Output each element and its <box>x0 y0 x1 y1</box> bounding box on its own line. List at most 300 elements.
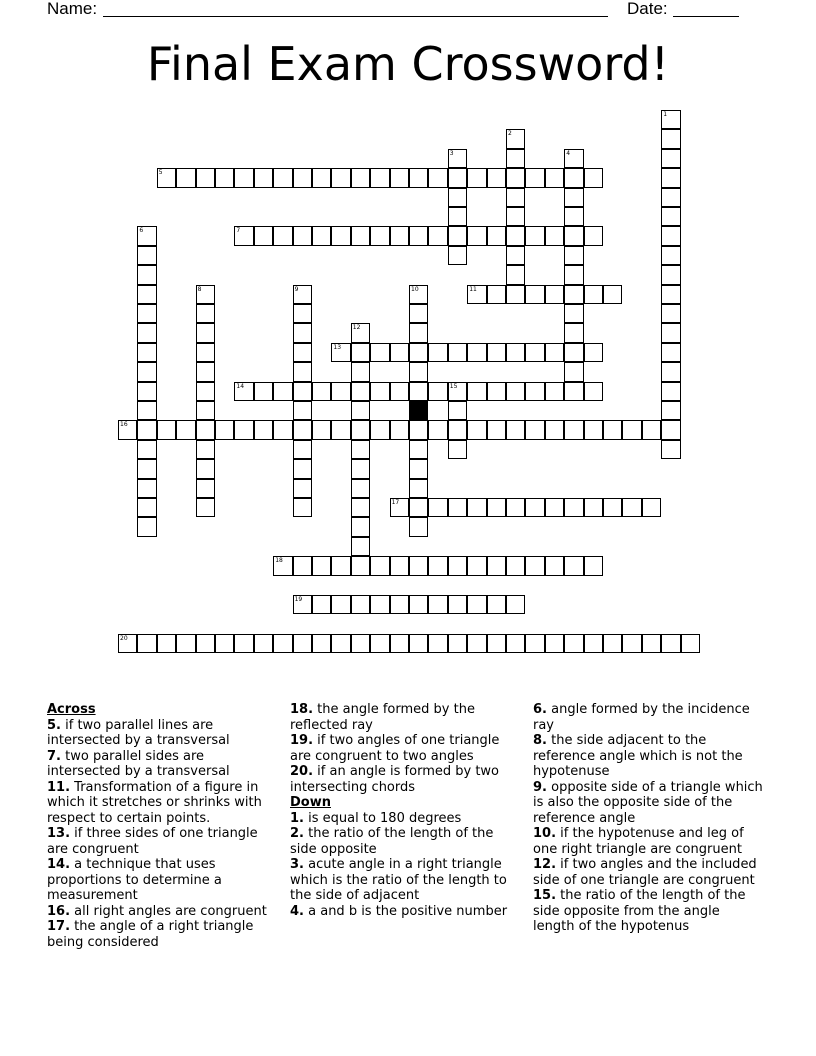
grid-cell[interactable] <box>137 343 156 362</box>
grid-cell[interactable] <box>448 595 467 614</box>
grid-cell[interactable] <box>176 168 195 187</box>
grid-cell[interactable] <box>234 226 253 245</box>
grid-cell[interactable] <box>390 168 409 187</box>
grid-cell[interactable] <box>137 226 156 245</box>
grid-cell[interactable] <box>137 265 156 284</box>
grid-cell[interactable] <box>564 634 583 653</box>
grid-cell[interactable] <box>409 556 428 575</box>
grid-cell[interactable] <box>118 634 137 653</box>
grid-cell[interactable] <box>661 382 680 401</box>
grid-cell[interactable] <box>622 634 641 653</box>
grid-cell[interactable] <box>293 362 312 381</box>
grid-cell[interactable] <box>603 498 622 517</box>
grid-cell[interactable] <box>409 517 428 536</box>
grid-cell[interactable] <box>254 168 273 187</box>
grid-cell[interactable] <box>603 634 622 653</box>
grid-cell[interactable] <box>564 149 583 168</box>
grid-cell[interactable] <box>312 595 331 614</box>
date-label: Date: <box>627 0 668 18</box>
grid-cell[interactable] <box>506 129 525 148</box>
grid-cell[interactable] <box>351 323 370 342</box>
grid-cell[interactable] <box>448 556 467 575</box>
grid-cell[interactable] <box>448 498 467 517</box>
grid-cell[interactable] <box>603 285 622 304</box>
clue-item <box>290 764 522 795</box>
grid-cell[interactable] <box>428 634 447 653</box>
grid-cell[interactable] <box>487 168 506 187</box>
grid-cell[interactable] <box>137 634 156 653</box>
grid-cell[interactable] <box>448 634 467 653</box>
grid-cell[interactable] <box>525 634 544 653</box>
grid-cell[interactable] <box>331 420 350 439</box>
grid-cell[interactable] <box>234 168 253 187</box>
grid-cell[interactable] <box>370 634 389 653</box>
grid-cell[interactable] <box>487 498 506 517</box>
grid-cell[interactable] <box>196 440 215 459</box>
grid-cell[interactable] <box>254 226 273 245</box>
grid-cell[interactable] <box>564 265 583 284</box>
grid-cell[interactable] <box>409 420 428 439</box>
grid-cell[interactable] <box>409 440 428 459</box>
grid-cell[interactable] <box>448 207 467 226</box>
grid-cell[interactable] <box>428 420 447 439</box>
grid-cell[interactable] <box>137 459 156 478</box>
grid-cell[interactable] <box>564 420 583 439</box>
grid-cell[interactable] <box>390 498 409 517</box>
grid-cell[interactable] <box>661 265 680 284</box>
grid-cell[interactable] <box>467 498 486 517</box>
grid-cell[interactable] <box>351 517 370 536</box>
grid-cell[interactable] <box>448 149 467 168</box>
grid-cell[interactable] <box>176 634 195 653</box>
grid-cell[interactable] <box>370 168 389 187</box>
grid-cell[interactable] <box>409 498 428 517</box>
grid-cell[interactable] <box>409 343 428 362</box>
clue-item-number: 4. <box>290 903 304 919</box>
grid-cell[interactable] <box>196 498 215 517</box>
grid-cell[interactable] <box>487 595 506 614</box>
grid-cell[interactable] <box>661 343 680 362</box>
grid-cell[interactable] <box>370 343 389 362</box>
grid-cell[interactable] <box>506 265 525 284</box>
grid-cell[interactable] <box>506 498 525 517</box>
grid-cell[interactable] <box>661 207 680 226</box>
grid-cell[interactable] <box>293 498 312 517</box>
grid-cell[interactable] <box>118 420 137 439</box>
grid-cell[interactable] <box>506 168 525 187</box>
grid-cell[interactable] <box>234 634 253 653</box>
grid-cell[interactable] <box>584 226 603 245</box>
grid-cell[interactable] <box>564 343 583 362</box>
grid-cell[interactable] <box>448 246 467 265</box>
grid-cell[interactable] <box>661 440 680 459</box>
grid-cell[interactable] <box>506 188 525 207</box>
grid-cell[interactable] <box>525 556 544 575</box>
clue-number: 17 <box>391 499 400 506</box>
grid-cell[interactable] <box>506 382 525 401</box>
grid-cell[interactable] <box>196 323 215 342</box>
grid-cell[interactable] <box>312 168 331 187</box>
grid-cell[interactable] <box>312 226 331 245</box>
grid-cell[interactable] <box>661 323 680 342</box>
grid-cell[interactable] <box>137 362 156 381</box>
grid-cell[interactable] <box>351 634 370 653</box>
grid-cell[interactable] <box>525 168 544 187</box>
grid-cell[interactable] <box>273 168 292 187</box>
grid-cell[interactable] <box>506 420 525 439</box>
clue-item <box>47 718 279 749</box>
grid-cell[interactable] <box>545 343 564 362</box>
grid-cell[interactable] <box>331 382 350 401</box>
grid-cell[interactable] <box>467 285 486 304</box>
grid-cell[interactable] <box>564 188 583 207</box>
grid-cell[interactable] <box>506 246 525 265</box>
grid-cell[interactable] <box>506 149 525 168</box>
grid-cell[interactable] <box>525 226 544 245</box>
grid-cell[interactable] <box>487 420 506 439</box>
grid-cell[interactable] <box>584 556 603 575</box>
grid-cell[interactable] <box>545 556 564 575</box>
grid-cell[interactable] <box>661 110 680 129</box>
grid-cell[interactable] <box>661 168 680 187</box>
grid-cell[interactable] <box>448 168 467 187</box>
grid-cell[interactable] <box>428 168 447 187</box>
grid-cell[interactable] <box>661 226 680 245</box>
grid-cell[interactable] <box>370 226 389 245</box>
grid-cell[interactable] <box>467 226 486 245</box>
grid-cell[interactable] <box>506 343 525 362</box>
grid-cell[interactable] <box>661 420 680 439</box>
grid-cell[interactable] <box>370 420 389 439</box>
grid-cell[interactable] <box>293 634 312 653</box>
grid-cell[interactable] <box>390 634 409 653</box>
grid-cell[interactable] <box>545 498 564 517</box>
grid-cell[interactable] <box>137 382 156 401</box>
grid-cell[interactable] <box>351 440 370 459</box>
grid-cell[interactable] <box>584 168 603 187</box>
grid-cell[interactable] <box>428 343 447 362</box>
grid-cell[interactable] <box>506 595 525 614</box>
grid-cell[interactable] <box>293 440 312 459</box>
grid-cell[interactable] <box>448 401 467 420</box>
grid-cell[interactable] <box>370 595 389 614</box>
grid-cell[interactable] <box>448 343 467 362</box>
grid-cell[interactable] <box>428 595 447 614</box>
grid-cell[interactable] <box>196 420 215 439</box>
grid-cell[interactable] <box>564 207 583 226</box>
grid-cell[interactable] <box>487 285 506 304</box>
grid-cell[interactable] <box>564 362 583 381</box>
grid-cell[interactable] <box>273 226 292 245</box>
grid-cell[interactable] <box>661 304 680 323</box>
grid-cell[interactable] <box>293 595 312 614</box>
grid-cell[interactable] <box>661 246 680 265</box>
grid-cell[interactable] <box>428 498 447 517</box>
black-cell <box>409 401 428 420</box>
grid-cell[interactable] <box>603 420 622 439</box>
grid-cell[interactable] <box>409 459 428 478</box>
grid-cell[interactable] <box>467 634 486 653</box>
grid-cell[interactable] <box>293 226 312 245</box>
grid-cell[interactable] <box>215 634 234 653</box>
grid-cell[interactable] <box>273 420 292 439</box>
grid-cell[interactable] <box>622 498 641 517</box>
grid-cell[interactable] <box>351 401 370 420</box>
grid-cell[interactable] <box>312 634 331 653</box>
grid-cell[interactable] <box>409 634 428 653</box>
grid-cell[interactable] <box>409 323 428 342</box>
grid-cell[interactable] <box>448 188 467 207</box>
grid-cell[interactable] <box>370 556 389 575</box>
grid-cell[interactable] <box>331 595 350 614</box>
grid-cell[interactable] <box>448 382 467 401</box>
clue-number: 7 <box>236 227 241 235</box>
grid-cell[interactable] <box>351 537 370 556</box>
grid-cell[interactable] <box>351 226 370 245</box>
grid-cell[interactable] <box>661 362 680 381</box>
grid-cell[interactable] <box>254 420 273 439</box>
grid-cell[interactable] <box>545 382 564 401</box>
grid-cell[interactable] <box>564 226 583 245</box>
grid-cell[interactable] <box>409 479 428 498</box>
grid-cell[interactable] <box>409 362 428 381</box>
grid-cell[interactable] <box>196 343 215 362</box>
grid-cell[interactable] <box>293 401 312 420</box>
clue-item-text: acute angle in a right triangle which is the ratio of the length to the side of adjacent <box>290 857 507 903</box>
grid-cell[interactable] <box>196 304 215 323</box>
grid-cell[interactable] <box>467 556 486 575</box>
grid-cell[interactable] <box>467 382 486 401</box>
grid-cell[interactable] <box>273 382 292 401</box>
grid-cell[interactable] <box>390 420 409 439</box>
grid-cell[interactable] <box>137 401 156 420</box>
grid-cell[interactable] <box>331 226 350 245</box>
grid-cell[interactable] <box>331 343 350 362</box>
grid-cell[interactable] <box>196 382 215 401</box>
grid-cell[interactable] <box>293 556 312 575</box>
grid-cell[interactable] <box>564 556 583 575</box>
grid-cell[interactable] <box>506 226 525 245</box>
grid-cell[interactable] <box>564 246 583 265</box>
grid-cell[interactable] <box>661 634 680 653</box>
grid-cell[interactable] <box>331 168 350 187</box>
grid-cell[interactable] <box>409 226 428 245</box>
grid-cell[interactable] <box>157 634 176 653</box>
grid-cell[interactable] <box>642 498 661 517</box>
grid-cell[interactable] <box>234 382 253 401</box>
grid-cell[interactable] <box>293 323 312 342</box>
grid-cell[interactable] <box>351 343 370 362</box>
grid-cell[interactable] <box>215 420 234 439</box>
grid-cell[interactable] <box>196 634 215 653</box>
clue-item-text: the angle formed by the reflected ray <box>290 702 475 733</box>
grid-cell[interactable] <box>351 382 370 401</box>
grid-cell[interactable] <box>351 595 370 614</box>
grid-cell[interactable] <box>273 634 292 653</box>
grid-cell[interactable] <box>137 304 156 323</box>
grid-cell[interactable] <box>157 420 176 439</box>
grid-cell[interactable] <box>390 343 409 362</box>
grid-cell[interactable] <box>564 168 583 187</box>
grid-cell[interactable] <box>293 420 312 439</box>
grid-cell[interactable] <box>525 382 544 401</box>
grid-cell[interactable] <box>312 382 331 401</box>
clue-item-number: 8. <box>533 733 547 748</box>
grid-cell[interactable] <box>506 634 525 653</box>
grid-cell[interactable] <box>137 517 156 536</box>
grid-cell[interactable] <box>661 401 680 420</box>
grid-cell[interactable] <box>196 168 215 187</box>
grid-cell[interactable] <box>545 168 564 187</box>
clue-item-number: 16. <box>47 903 71 919</box>
grid-cell[interactable] <box>215 168 234 187</box>
grid-cell[interactable] <box>448 420 467 439</box>
grid-cell[interactable] <box>584 634 603 653</box>
grid-cell[interactable] <box>622 420 641 439</box>
grid-cell[interactable] <box>196 401 215 420</box>
grid-cell[interactable] <box>545 285 564 304</box>
grid-cell[interactable] <box>196 479 215 498</box>
grid-cell[interactable] <box>137 440 156 459</box>
clue-item <box>47 826 279 857</box>
grid-cell[interactable] <box>312 556 331 575</box>
grid-cell[interactable] <box>312 420 331 439</box>
grid-cell[interactable] <box>331 556 350 575</box>
grid-cell[interactable] <box>584 343 603 362</box>
grid-cell[interactable] <box>409 382 428 401</box>
grid-cell[interactable] <box>428 226 447 245</box>
grid-cell[interactable] <box>293 343 312 362</box>
grid-cell[interactable] <box>254 634 273 653</box>
grid-cell[interactable] <box>506 556 525 575</box>
grid-cell[interactable] <box>176 420 195 439</box>
grid-cell[interactable] <box>331 634 350 653</box>
grid-cell[interactable] <box>642 420 661 439</box>
grid-cell[interactable] <box>564 498 583 517</box>
grid-cell[interactable] <box>293 479 312 498</box>
grid-cell[interactable] <box>584 285 603 304</box>
grid-cell[interactable] <box>525 285 544 304</box>
grid-cell[interactable] <box>351 498 370 517</box>
grid-cell[interactable] <box>157 168 176 187</box>
clue-number: 3 <box>449 149 454 157</box>
grid-cell[interactable] <box>137 246 156 265</box>
clue-number: 12 <box>352 324 361 332</box>
grid-cell[interactable] <box>137 498 156 517</box>
grid-cell[interactable] <box>564 285 583 304</box>
grid-cell[interactable] <box>351 362 370 381</box>
grid-cell[interactable] <box>196 459 215 478</box>
grid-cell[interactable] <box>390 595 409 614</box>
grid-cell[interactable] <box>564 382 583 401</box>
grid-cell[interactable] <box>487 382 506 401</box>
grid-cell[interactable] <box>467 343 486 362</box>
clue-number: 2 <box>508 130 512 138</box>
grid-cell[interactable] <box>428 382 447 401</box>
grid-cell[interactable] <box>525 343 544 362</box>
grid-cell[interactable] <box>293 304 312 323</box>
grid-cell[interactable] <box>487 343 506 362</box>
grid-cell[interactable] <box>293 382 312 401</box>
grid-cell[interactable] <box>409 304 428 323</box>
grid-cell[interactable] <box>681 634 700 653</box>
grid-cell[interactable] <box>564 323 583 342</box>
grid-cell[interactable] <box>390 556 409 575</box>
grid-cell[interactable] <box>487 634 506 653</box>
grid-cell[interactable] <box>254 382 273 401</box>
grid-cell[interactable] <box>448 440 467 459</box>
clue-number: 16 <box>120 421 128 429</box>
grid-cell[interactable] <box>467 168 486 187</box>
grid-cell[interactable] <box>487 226 506 245</box>
clue-item-number: 12. <box>533 857 557 872</box>
grid-cell[interactable] <box>137 285 156 304</box>
grid-cell[interactable] <box>487 556 506 575</box>
grid-cell[interactable] <box>293 459 312 478</box>
grid-cell[interactable] <box>584 498 603 517</box>
grid-cell[interactable] <box>661 285 680 304</box>
grid-cell[interactable] <box>351 420 370 439</box>
grid-cell[interactable] <box>545 226 564 245</box>
grid-cell[interactable] <box>428 556 447 575</box>
grid-cell[interactable] <box>584 420 603 439</box>
grid-cell[interactable] <box>351 459 370 478</box>
grid-cell[interactable] <box>390 382 409 401</box>
grid-cell[interactable] <box>545 420 564 439</box>
grid-cell[interactable] <box>467 420 486 439</box>
grid-cell[interactable] <box>545 634 564 653</box>
grid-cell[interactable] <box>661 188 680 207</box>
grid-cell[interactable] <box>525 498 544 517</box>
grid-cell[interactable] <box>448 226 467 245</box>
grid-cell[interactable] <box>351 168 370 187</box>
grid-cell[interactable] <box>293 168 312 187</box>
grid-cell[interactable] <box>409 285 428 304</box>
grid-cell[interactable] <box>351 479 370 498</box>
grid-cell[interactable] <box>409 168 428 187</box>
grid-cell[interactable] <box>137 479 156 498</box>
grid-cell[interactable] <box>409 595 428 614</box>
clue-number: 14 <box>236 382 245 390</box>
grid-cell[interactable] <box>390 226 409 245</box>
grid-cell[interactable] <box>196 285 215 304</box>
clue-item <box>533 826 765 857</box>
clue-number: 15 <box>449 382 458 390</box>
grid-cell[interactable] <box>564 304 583 323</box>
clue-number: 1 <box>663 111 668 118</box>
grid-cell[interactable] <box>506 207 525 226</box>
clue-item <box>533 733 765 780</box>
grid-cell[interactable] <box>525 420 544 439</box>
grid-cell[interactable] <box>137 323 156 342</box>
grid-cell[interactable] <box>506 285 525 304</box>
grid-cell[interactable] <box>467 595 486 614</box>
grid-cell[interactable] <box>293 285 312 304</box>
grid-cell[interactable] <box>661 129 680 148</box>
clue-item-number: 1. <box>290 810 304 826</box>
grid-cell[interactable] <box>584 382 603 401</box>
grid-cell[interactable] <box>370 382 389 401</box>
clue-column-3 <box>533 702 765 935</box>
grid-cell[interactable] <box>137 420 156 439</box>
grid-cell[interactable] <box>642 634 661 653</box>
grid-cell[interactable] <box>196 362 215 381</box>
grid-cell[interactable] <box>273 556 292 575</box>
grid-cell[interactable] <box>234 420 253 439</box>
grid-cell[interactable] <box>661 149 680 168</box>
grid-cell[interactable] <box>351 556 370 575</box>
clue-item-number: 9. <box>533 779 547 795</box>
